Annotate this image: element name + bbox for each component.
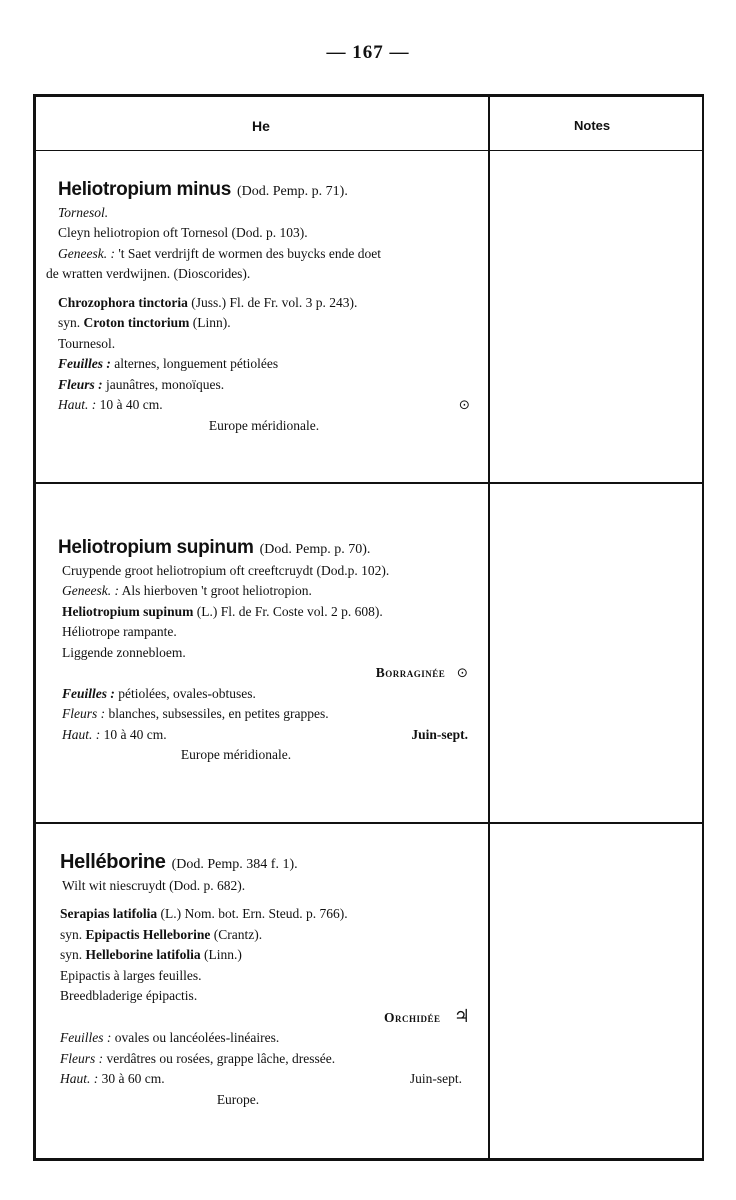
synonym-label: syn. bbox=[60, 947, 83, 962]
fleurs-text: verdâtres ou rosées, grappe lâche, dressée. bbox=[106, 1050, 336, 1066]
scientific-reference: (L.) Fl. de Fr. Coste vol. 2 p. 608). bbox=[196, 603, 383, 619]
scientific-name: Heliotropium supinum bbox=[62, 603, 194, 619]
synonym-label: syn. bbox=[60, 926, 83, 942]
family-name: Borraginée bbox=[375, 665, 446, 680]
fleurs-label: Fleurs : bbox=[58, 376, 103, 392]
feuilles-text: pétiolées, ovales-obtuses. bbox=[118, 685, 256, 701]
synonym-name: Croton tinctorium bbox=[83, 315, 190, 330]
entry-line: Tornesol. bbox=[58, 204, 109, 220]
haut-text: 10 à 40 cm. bbox=[103, 726, 167, 742]
feuilles-label: Feuilles : bbox=[58, 356, 111, 371]
perennial-symbol-icon: ♃ bbox=[453, 1005, 470, 1027]
common-name: Breedbladerige épipactis. bbox=[60, 988, 198, 1003]
column-divider bbox=[488, 94, 490, 1161]
synonym-name: Epipactis Helleborine bbox=[85, 926, 211, 942]
common-name: Epipactis à larges feuilles. bbox=[60, 967, 202, 983]
geneesk-label: Geneesk. : bbox=[58, 245, 115, 261]
column-header-notes: Notes bbox=[574, 118, 611, 133]
fleurs-text: blanches, subsessiles, en petites grappes. bbox=[108, 706, 329, 721]
family-name: Orchidée bbox=[383, 1009, 441, 1025]
haut-text: 10 à 40 cm. bbox=[99, 397, 163, 412]
feuilles-label: Feuilles : bbox=[60, 1030, 112, 1045]
geneesk-text: 't Saet verdrijft de wormen des buycks ende doet bbox=[118, 245, 381, 261]
habitat: Europe méridionale. bbox=[180, 747, 292, 762]
fleurs-label: Fleurs : bbox=[62, 706, 106, 721]
column-header-he: He bbox=[252, 118, 270, 134]
header-rule bbox=[34, 150, 703, 151]
bottom-rule bbox=[33, 1159, 704, 1161]
synonym-reference: (Linn.) bbox=[204, 947, 242, 962]
haut-label: Haut. : bbox=[62, 726, 101, 742]
geneesk-label: Geneesk. : bbox=[62, 583, 119, 598]
entry-line: Wilt wit niescruydt (Dod. p. 682). bbox=[62, 877, 246, 893]
flowering-period: Juin-sept. bbox=[411, 726, 468, 742]
fleurs-label: Fleurs : bbox=[60, 1050, 104, 1066]
habitat: Europe méridionale. bbox=[208, 417, 320, 433]
annual-symbol-icon: ⊙ bbox=[458, 397, 470, 413]
page-number: — 167 — bbox=[326, 42, 410, 63]
entry-line: Cruypende groot heliotropium oft creeftcruydt (Dod.p. 102). bbox=[62, 562, 390, 578]
habitat: Europe. bbox=[216, 1091, 260, 1107]
feuilles-text: alternes, longuement pétiolées bbox=[114, 356, 279, 371]
entry-line: Cleyn heliotropion oft Tornesol (Dod. p. 103). bbox=[58, 225, 308, 240]
entry-reference: (Dod. Pemp. 384 f. 1). bbox=[171, 857, 298, 872]
synonym-label: syn. bbox=[58, 315, 81, 330]
haut-label: Haut. : bbox=[58, 397, 97, 412]
entry-reference: (Dod. Pemp. p. 70). bbox=[259, 542, 371, 557]
annual-symbol-icon: ⊙ bbox=[456, 665, 468, 681]
common-name: Liggende zonnebloem. bbox=[62, 644, 186, 660]
scientific-name: Chrozophora tinctoria bbox=[58, 294, 188, 310]
entry-title: Heliotropium minus bbox=[58, 179, 231, 200]
feuilles-text: ovales ou lancéolées-linéaires. bbox=[114, 1030, 280, 1045]
common-name: Tournesol. bbox=[58, 335, 116, 351]
common-name: Héliotrope rampante. bbox=[62, 624, 177, 639]
feuilles-label: Feuilles : bbox=[62, 685, 115, 701]
geneesk-text-continued: de wratten verdwijnen. (Dioscorides). bbox=[46, 266, 251, 281]
entry-title: Heliotropium supinum bbox=[58, 537, 254, 558]
synonym-reference: (Crantz). bbox=[213, 926, 263, 942]
scientific-reference: (Juss.) Fl. de Fr. vol. 3 p. 243). bbox=[191, 294, 358, 310]
entry-title: Helléborine bbox=[60, 851, 166, 873]
entry-heliotropium-minus bbox=[46, 180, 482, 436]
synonym-name: Helleborine latifolia bbox=[85, 947, 201, 962]
entry-reference: (Dod. Pemp. p. 71). bbox=[237, 184, 348, 199]
row-separator bbox=[34, 822, 703, 824]
flowering-period: Juin-sept. bbox=[409, 1071, 462, 1086]
row-separator bbox=[34, 482, 703, 484]
scientific-reference: (L.) Nom. bot. Ern. Steud. p. 766). bbox=[160, 906, 348, 921]
haut-text: 30 à 60 cm. bbox=[101, 1071, 165, 1086]
haut-label: Haut. : bbox=[60, 1071, 99, 1086]
entry-heliotropium-supinum bbox=[58, 538, 474, 766]
fleurs-text: jaunâtres, monoïques. bbox=[106, 376, 225, 392]
geneesk-text: Als hierboven 't groot heliotropion. bbox=[121, 583, 312, 598]
scientific-name: Serapias latifolia bbox=[60, 906, 158, 921]
synonym-reference: (Linn). bbox=[192, 315, 231, 330]
entry-helleborine bbox=[60, 852, 476, 1110]
